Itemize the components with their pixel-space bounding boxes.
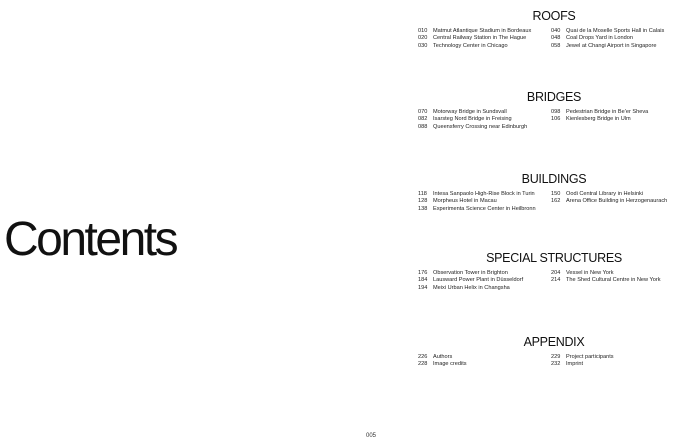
toc-entry[interactable] (551, 361, 680, 368)
toc-entries (418, 270, 680, 292)
toc-entry-title: Central Railway Station in The Hague (433, 35, 527, 42)
right-column (551, 109, 680, 131)
toc-entry-title: Vessel in New York (566, 270, 614, 276)
toc-entry[interactable] (418, 35, 551, 42)
toc-entries (418, 109, 680, 131)
toc-entry[interactable] (551, 35, 680, 42)
toc-entry-page-number: 204 (551, 270, 561, 276)
toc-entries (418, 28, 680, 50)
toc-entry-title: Image credits (433, 361, 467, 368)
toc-entry-title: Coal Drops Yard in London (566, 35, 633, 42)
toc-entry[interactable] (418, 198, 551, 205)
toc-entry[interactable] (418, 206, 551, 213)
toc-entry[interactable] (418, 354, 551, 361)
toc-entry-page-number: 106 (551, 116, 561, 123)
toc-entry[interactable] (418, 124, 551, 131)
toc-entry-title: The Shed Cultural Centre in New York (566, 277, 661, 284)
toc-entry-page-number: 229 (551, 354, 561, 360)
toc-entry-page-number: 162 (551, 198, 561, 205)
toc-section-appendix (418, 335, 680, 369)
toc-entry-page-number: 184 (418, 277, 428, 284)
toc-entry[interactable] (551, 198, 680, 205)
toc-entry[interactable] (418, 191, 551, 198)
left-column (418, 28, 551, 50)
toc-entry-page-number: 070 (418, 109, 428, 115)
toc-entry-page-number: 228 (418, 361, 428, 368)
toc-entry-page-number: 088 (418, 123, 428, 130)
toc-entry-page-number: 020 (418, 35, 428, 42)
right-column (551, 354, 680, 369)
toc-entry-title: Kienlesberg Bridge in Ulm (566, 116, 631, 123)
toc-entry-title: Experimenta Science Center in Heilbronn (433, 205, 536, 212)
toc-section-roofs (418, 9, 680, 50)
contents-title: Contents (4, 213, 177, 266)
toc-entry-title: Jewel at Changi Airport in Singapore (566, 42, 657, 49)
toc-entry-page-number: 150 (551, 191, 561, 197)
toc-entry-title: Oodi Central Library in Helsinki (566, 191, 644, 197)
toc-entry[interactable] (551, 109, 680, 116)
toc-entry-page-number: 010 (418, 28, 428, 34)
toc-entry[interactable] (418, 43, 551, 50)
toc-section-bridges (418, 90, 680, 131)
right-column (551, 270, 680, 292)
toc-entry-title: Quai de la Moselle Sports Hall in Calais (566, 28, 665, 34)
toc-entries (418, 191, 680, 213)
left-column (418, 109, 551, 131)
toc-entry-title: Isarsteg Nord Bridge in Freising (433, 116, 512, 123)
toc-entry[interactable] (551, 270, 680, 277)
toc-entry[interactable] (418, 109, 551, 116)
toc-entry-title: Lausward Power Plant in Düsseldorf (433, 277, 524, 284)
toc-entry[interactable] (418, 270, 551, 277)
toc-entry[interactable] (551, 191, 680, 198)
toc-entry-page-number: 082 (418, 116, 428, 123)
toc-entry-title: Technology Center in Chicago (433, 42, 508, 49)
toc-entry-page-number: 232 (551, 361, 561, 368)
toc-entry-page-number: 176 (418, 270, 428, 276)
toc-entry[interactable] (418, 361, 551, 368)
section-heading: BUILDINGS (521, 172, 587, 186)
toc-entry-page-number: 040 (551, 28, 561, 34)
toc-entry-title: Meixi Urban Helix in Changsha (433, 284, 510, 291)
toc-entry-title: Matmut Atlantique Stadium in Bordeaux (433, 28, 532, 34)
toc-entry-page-number: 118 (418, 191, 427, 197)
toc-entry[interactable] (551, 43, 680, 50)
toc-entry-page-number: 138 (418, 205, 428, 212)
toc-entry-page-number: 194 (418, 284, 428, 291)
toc-entry[interactable] (418, 285, 551, 292)
toc-entry[interactable] (418, 28, 551, 35)
toc-entry-page-number: 058 (551, 42, 561, 49)
page-number: 005 (366, 433, 377, 439)
toc-entry-page-number: 214 (551, 277, 561, 284)
left-column (418, 191, 551, 213)
toc-entries (418, 354, 680, 369)
toc-entry[interactable] (418, 116, 551, 123)
toc-section-buildings (418, 172, 680, 213)
right-column (551, 28, 680, 50)
toc-entry-title: Morpheus Hotel in Macau (433, 198, 497, 205)
toc-entry-page-number: 098 (551, 109, 561, 115)
left-column (418, 270, 551, 292)
toc-entry-title: Arena Office Building in Herzogenaurach (566, 198, 668, 205)
toc-entry[interactable] (551, 28, 680, 35)
toc-entry-title: Project participants (566, 354, 614, 360)
toc-entry-page-number: 128 (418, 198, 428, 205)
section-heading: SPECIAL STRUCTURES (486, 251, 622, 265)
toc-entry-page-number: 226 (418, 354, 428, 360)
toc-entry-title: Authors (433, 354, 453, 360)
toc-entry-title: Queensferry Crossing near Edinburgh (433, 123, 528, 130)
toc-entry-title: Observation Tower in Brighton (433, 270, 508, 276)
section-heading: BRIDGES (526, 90, 582, 104)
left-column (418, 354, 551, 369)
toc-section-special-structures (418, 251, 680, 292)
toc-entry[interactable] (418, 277, 551, 284)
toc-entry-title: Pedestrian Bridge in Be'er Sheva (566, 109, 649, 115)
toc-entry[interactable] (551, 277, 680, 284)
right-column (551, 191, 680, 213)
section-heading: ROOFS (532, 9, 576, 23)
toc-entry-page-number: 030 (418, 42, 428, 49)
toc-entry-title: Intesa Sanpaolo High-Rise Block in Turin (433, 191, 535, 197)
section-heading: APPENDIX (523, 335, 585, 349)
toc-entry-title: Imprint (566, 361, 584, 368)
toc-entry[interactable] (551, 354, 680, 361)
toc-entry-title: Motorway Bridge in Sundsvall (433, 109, 507, 115)
toc-entry-page-number: 048 (551, 35, 561, 42)
toc-entry[interactable] (551, 116, 680, 123)
